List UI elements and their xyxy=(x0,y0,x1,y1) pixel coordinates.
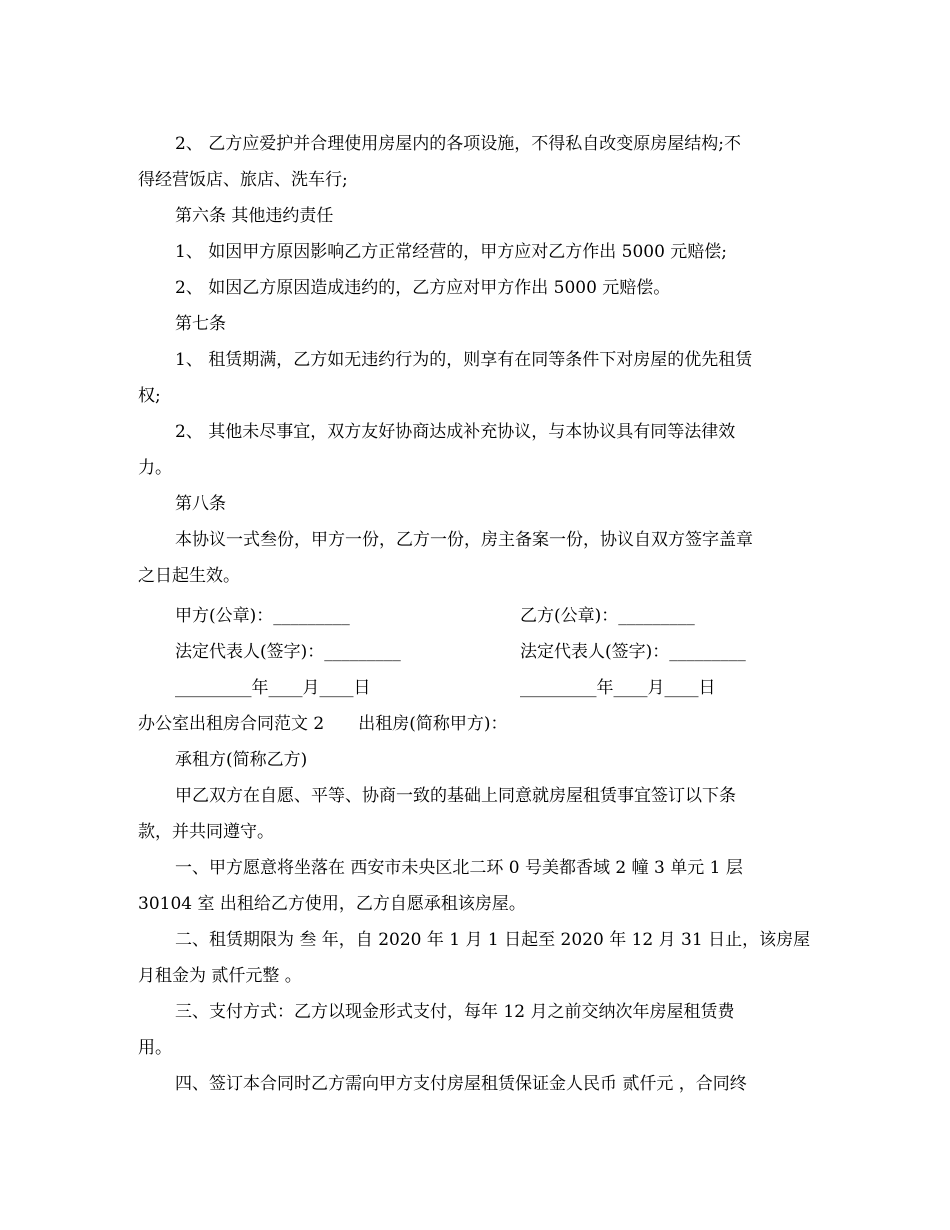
article-2-line-1: 二、租赁期限为 叁 年，自 2020 年 1 月 1 日起至 2020 年 12 月 31 日止，该房屋 xyxy=(175,930,811,950)
clause-8-heading: 第八条 xyxy=(175,494,226,514)
clause-7-item-2-line-1: 2、 其他未尽事宜，双方友好协商达成补充协议，与本协议具有同等法律效 xyxy=(175,422,736,442)
article-2-line-2: 月租金为 贰仟元整 。 xyxy=(138,966,302,986)
article-3-line-1: 三、支付方式：乙方以现金形式支付，每年 12 月之前交纳次年房屋租赁费 xyxy=(175,1002,735,1022)
clause-5-item-2-line-2: 得经营饭店、旅店、洗车行; xyxy=(138,170,348,190)
lessee-line: 承租方(简称乙方) xyxy=(175,750,308,770)
party-b-date-field: _________年____月____日 xyxy=(520,678,716,698)
clause-6-item-2: 2、 如因乙方原因造成违约的，乙方应对甲方作出 5000 元赔偿。 xyxy=(175,278,671,298)
clause-5-item-2-line-1: 2、 乙方应爱护并合理使用房屋内的各项设施，不得私自改变原房屋结构;不 xyxy=(175,134,741,154)
clause-6-heading: 第六条 其他违约责任 xyxy=(175,206,334,226)
article-3-line-2: 用。 xyxy=(138,1038,172,1058)
article-1-line-1: 一、甲方愿意将坐落在 西安市未央区北二环 0 号美都香域 2 幢 3 单元 1 层 xyxy=(175,858,743,878)
clause-7-heading: 第七条 xyxy=(175,314,226,334)
party-a-representative-field: 法定代表人(签字)：_________ xyxy=(175,642,401,662)
preamble-line-1: 甲乙双方在自愿、平等、协商一致的基础上同意就房屋租赁事宜签订以下条 xyxy=(175,786,736,806)
party-a-date-field: _________年____月____日 xyxy=(175,678,371,698)
article-4-line-1: 四、签订本合同时乙方需向甲方支付房屋租赁保证金人民币 贰仟元 ，合同终 xyxy=(175,1074,747,1094)
clause-8-text-line-1: 本协议一式叁份，甲方一份，乙方一份，房主备案一份，协议自双方签字盖章 xyxy=(175,530,753,550)
clause-6-item-1: 1、 如因甲方原因影响乙方正常经营的，甲方应对乙方作出 5000 元赔偿; xyxy=(175,242,728,262)
preamble-line-2: 款，并共同遵守。 xyxy=(138,822,274,842)
clause-7-item-1-line-2: 权; xyxy=(138,386,161,406)
party-b-representative-field: 法定代表人(签字)：_________ xyxy=(520,642,746,662)
clause-8-text-line-2: 之日起生效。 xyxy=(138,566,240,586)
party-a-seal-field: 甲方(公章)：_________ xyxy=(175,606,350,626)
party-b-seal-field: 乙方(公章)：_________ xyxy=(520,606,695,626)
clause-7-item-2-line-2: 力。 xyxy=(138,458,172,478)
clause-7-item-1-line-1: 1、 租赁期满，乙方如无违约行为的，则享有在同等条件下对房屋的优先租赁 xyxy=(175,350,753,370)
article-1-line-2: 30104 室 出租给乙方使用，乙方自愿承租该房屋。 xyxy=(138,894,526,914)
contract-2-title: 办公室出租房合同范文 2 出租房(简称甲方)： xyxy=(138,714,508,734)
